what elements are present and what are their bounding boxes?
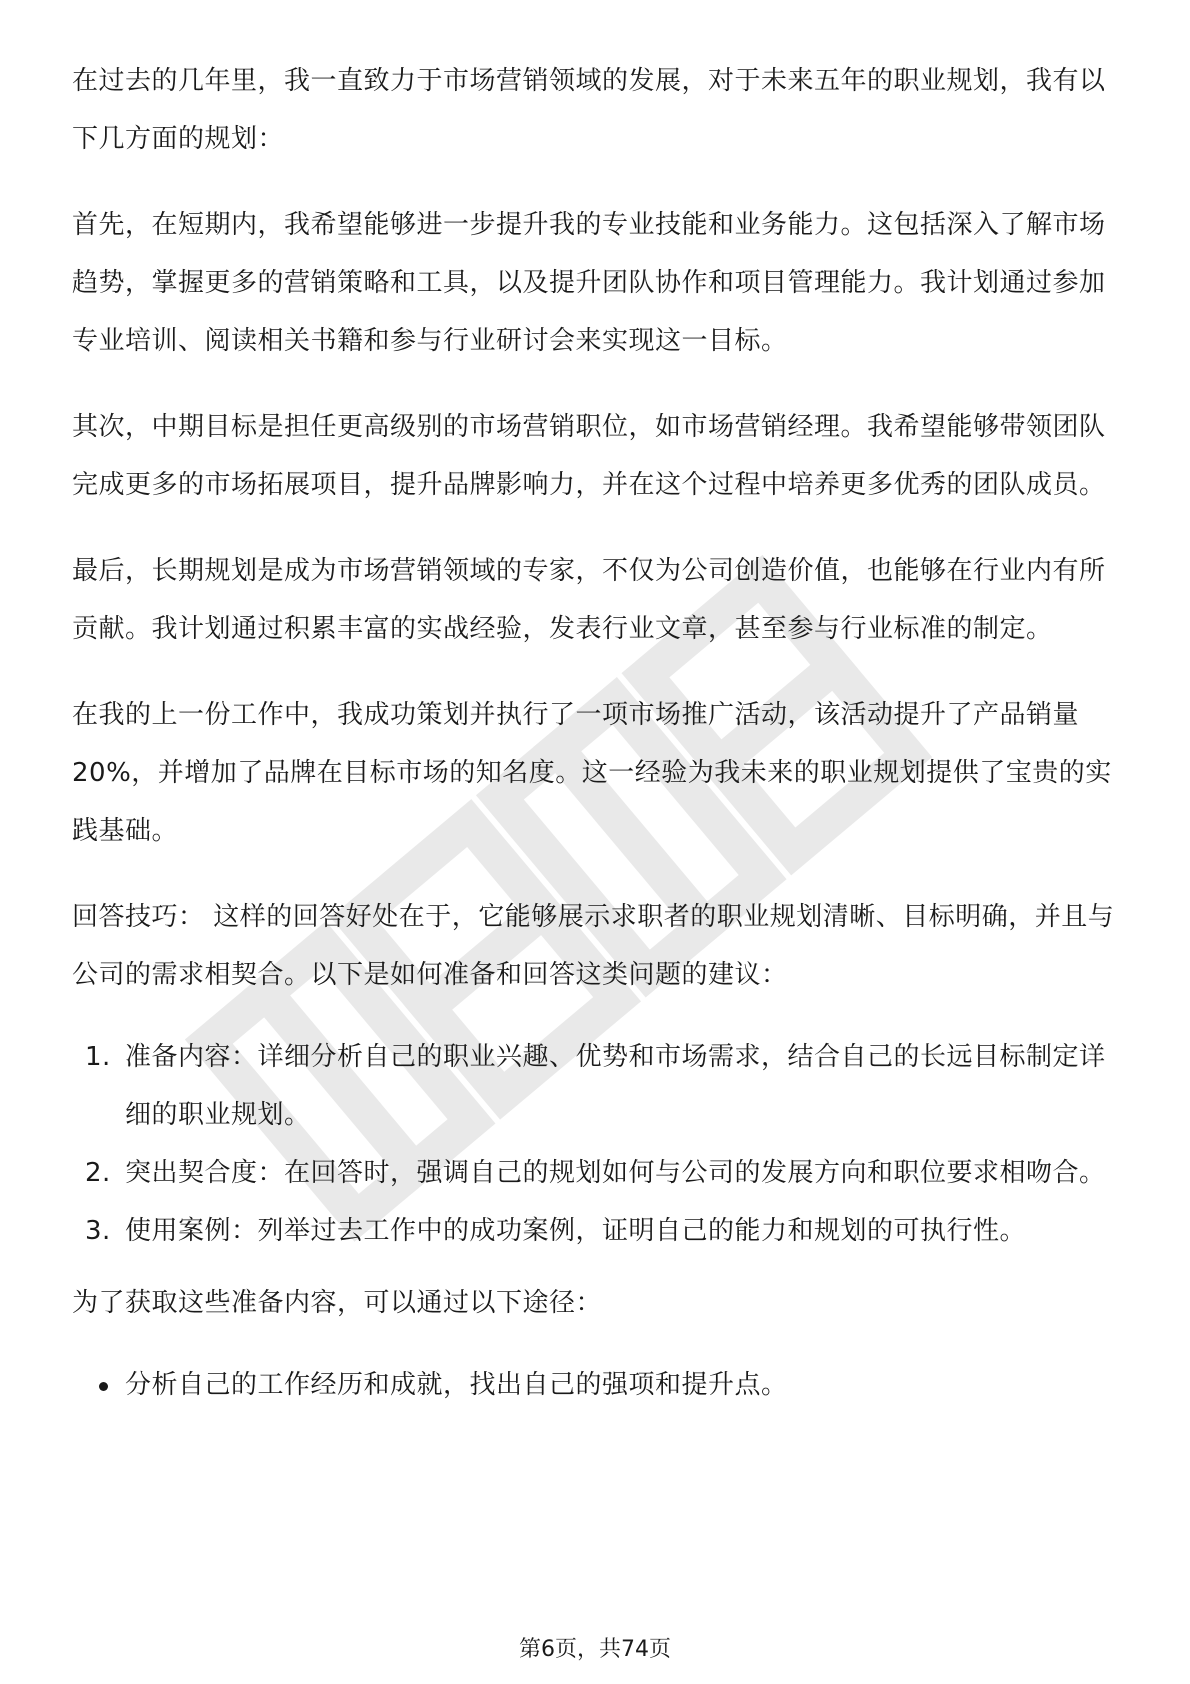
paragraph-mid-term: 其次，中期目标是担任更高级别的市场营销职位，如市场营销经理。我希望能够带领团队完成更多的市场拓展项目，提升品牌影响力，并在这个过程中培养更多优秀的团队成员。 <box>72 412 1106 500</box>
ways-list <box>72 1356 1120 1414</box>
paragraph-answer-tips: 回答技巧： 这样的回答好处在于，它能够展示求职者的职业规划清晰、目标明确，并且与公司的需求相契合。以下是如何准备和回答这类问题的建议： <box>72 902 1115 990</box>
list-item-text: 分析自己的工作经历和成就，找出自己的强项和提升点。 <box>125 1370 788 1400</box>
list-item <box>72 1356 1120 1414</box>
list-item <box>72 1144 1120 1202</box>
list-number: 1. <box>85 1042 111 1072</box>
list-number: 3. <box>85 1216 111 1246</box>
list-number: 2. <box>85 1158 111 1188</box>
list-item-text: 使用案例：列举过去工作中的成功案例，证明自己的能力和规划的可执行性。 <box>125 1216 1027 1246</box>
document-body <box>72 52 1120 1414</box>
list-item <box>72 1202 1120 1260</box>
page-footer: 第6页，共74页 <box>519 1637 671 1662</box>
paragraph-long-term: 最后，长期规划是成为市场营销领域的专家，不仅为公司创造价值，也能够在行业内有所贡献。我计划通过积累丰富的实战经验，发表行业文章，甚至参与行业标准的制定。 <box>72 556 1106 644</box>
list-item <box>72 1028 1120 1144</box>
list-item-text: 突出契合度：在回答时，强调自己的规划如何与公司的发展方向和职位要求相吻合。 <box>125 1158 1106 1188</box>
bullet-icon <box>99 1382 108 1391</box>
list-item-text: 准备内容：详细分析自己的职业兴趣、优势和市场需求，结合自己的长远目标制定详细的职业规划。 <box>125 1042 1106 1130</box>
paragraph-short-term: 首先，在短期内，我希望能够进一步提升我的专业技能和业务能力。这包括深入了解市场趋势，掌握更多的营销策略和工具，以及提升团队协作和项目管理能力。我计划通过参加专业培训、阅读相关书籍和参与行业研讨会来实现这一目标。 <box>72 210 1106 356</box>
paragraph-intro: 在过去的几年里，我一直致力于市场营销领域的发展，对于未来五年的职业规划，我有以下几方面的规划： <box>72 66 1106 154</box>
paragraph-experience: 在我的上一份工作中，我成功策划并执行了一项市场推广活动，该活动提升了产品销量20%，并增加了品牌在目标市场的知名度。这一经验为我未来的职业规划提供了宝贵的实践基础。 <box>72 700 1112 846</box>
tips-list <box>72 1028 1120 1260</box>
paragraph-ways-intro: 为了获取这些准备内容，可以通过以下途径： <box>72 1288 603 1318</box>
